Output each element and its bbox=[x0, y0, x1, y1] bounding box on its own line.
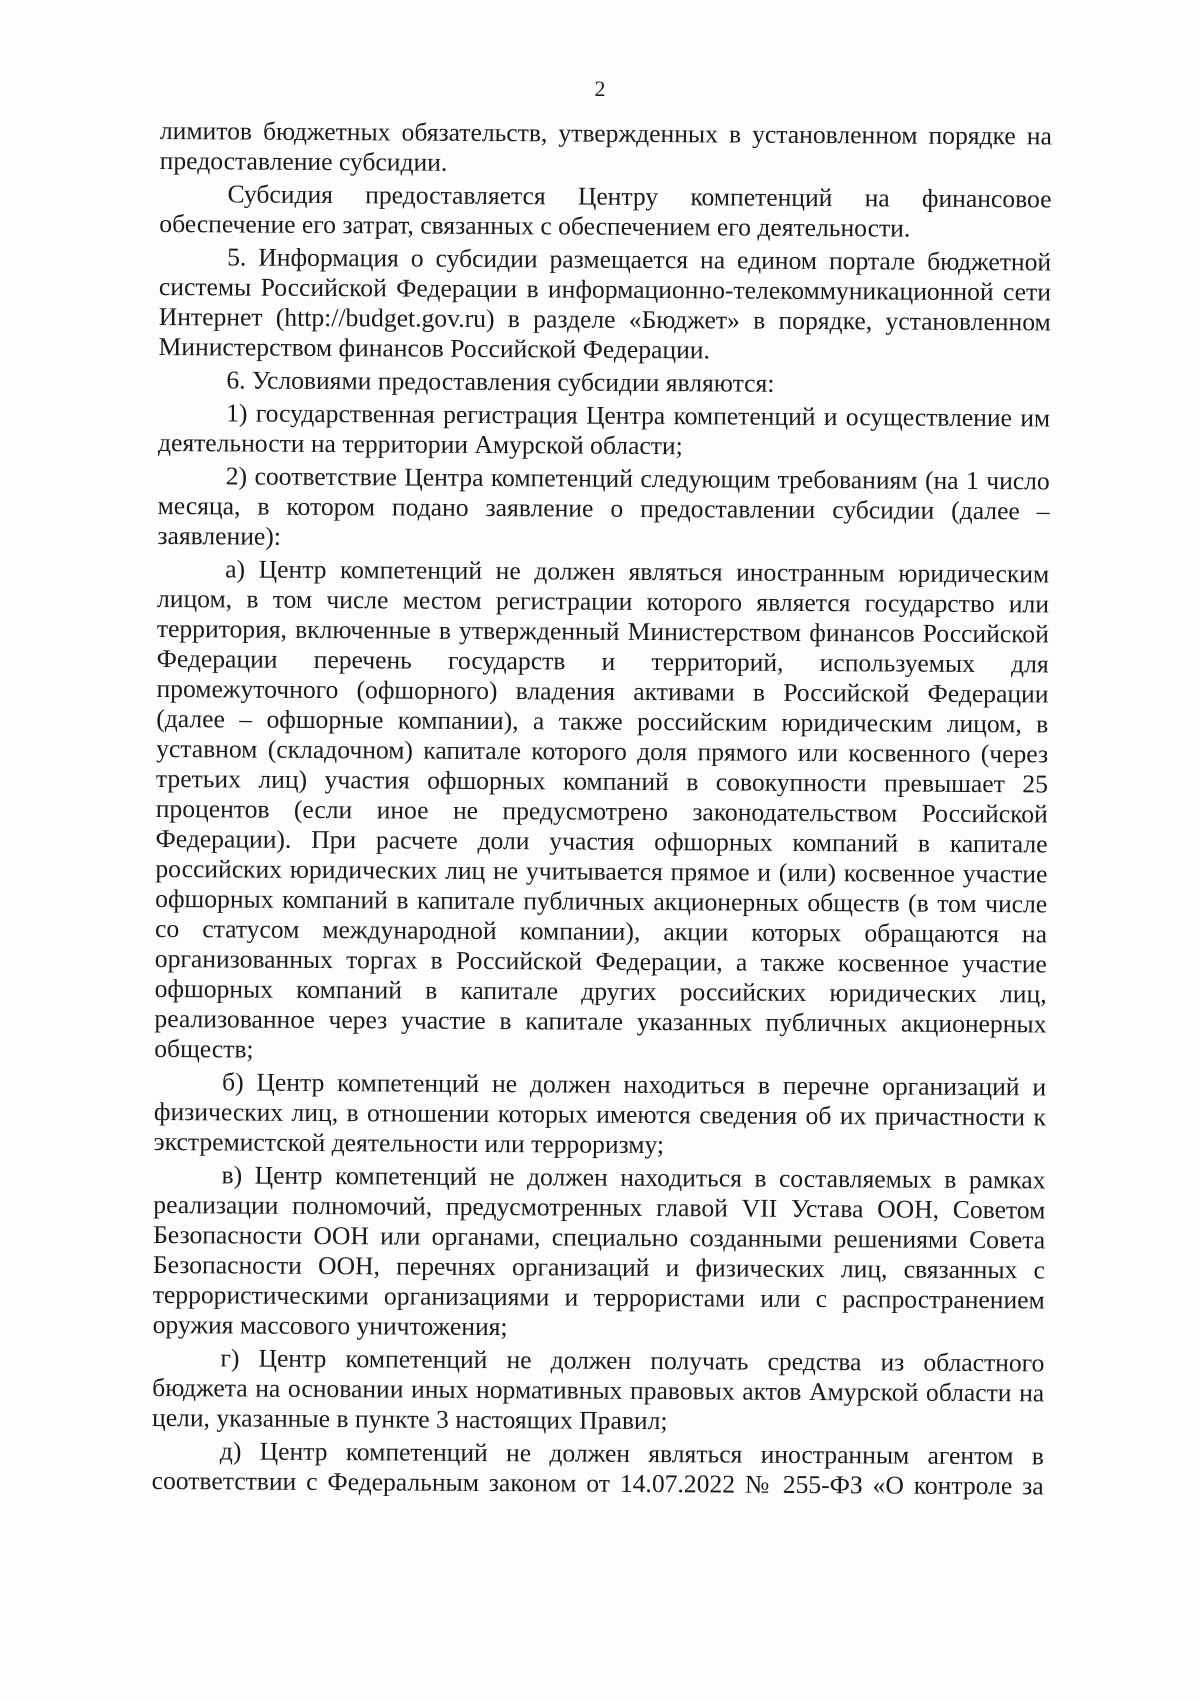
paragraph-subitem-b: б) Центр компетенций не должен находиться в перечне организаций и физических лиц, в отношении которых имеются сведения об их причастности к экстремистской деятельности или терроризму; bbox=[153, 1067, 1047, 1160]
paragraph-condition-2: 2) соответствие Центра компетенций следующим требованиям (на 1 число месяца, в котором подано заявление о предоставлении субсидии (далее – заявление): bbox=[157, 461, 1050, 551]
paragraph-subitem-a: а) Центр компетенций не должен являться иностранным юридическим лицом, в том числе местом регистрации которого является государство или территория, включенные в утвержденный Министерством финансов Российской Федерации перечень государств и территорий, используемых для промежуточного (офшорного) владения активами в Российской Федерации (далее – офшорные компании), а также российским юридическим лицом, в уставном (складочном) капитале которого доля прямого или косвенного (через третьих лиц) участия офшорных компаний в совокупности превышает 25 процентов (если иное не предусмотрено законодательством Российской Федерации). При расчете доли участия офшорных компаний в капитале российских юридических лиц не учитывается прямое и (или) косвенное участие офшорных компаний в капитале публичных акционерных обществ (в том числе со статусом международной компании), акции которых обращаются на организованных торгах в Российской Федерации, а также косвенное участие офшорных компаний в капитале других российских юридических лиц, реализованное через участие в капитале указанных публичных акционерных обществ; bbox=[154, 554, 1050, 1064]
paragraph-subitem-d: д) Центр компетенций не должен являться иностранным агентом в соответствии с Федеральным законом от 14.07.2022 № 255-ФЗ «О контроле за bbox=[151, 1436, 1044, 1501]
page-number: 2 bbox=[594, 76, 606, 101]
paragraph-subitem-g: г) Центр компетенций не должен получать средства из областного бюджета на основании иных нормативных правовых актов Амурской области на цели, указанные в пункте 3 настоящих Правил; bbox=[151, 1343, 1045, 1436]
paragraph-subitem-v: в) Центр компетенций не должен находиться в составляемых в рамках реализации полномочий, предусмотренных главой VII Устава ООН, Советом Безопасности ООН или органами, специально созданными решениями Совета Безопасности ООН, перечнях организаций и физических лиц, связанных с террористическими организациями и террористами или с распространением оружия массового уничтожения; bbox=[152, 1160, 1046, 1342]
paragraph-continuation: лимитов бюджетных обязательств, утвержденных в установленном порядке на предоставление субсидии. bbox=[159, 116, 1052, 177]
paragraph-item-5: 5. Информация о субсидии размещается на едином портале бюджетной системы Российской Федерации в информационно-телекоммуникационной сети Интернет (http://budget.gov.ru) в разделе «Бюджет» в порядке, установленном Министерством финансов Российской Федерации. bbox=[158, 242, 1052, 365]
document-body bbox=[152, 116, 1052, 1504]
paragraph-item-6: 6. Условиями предоставления субсидии являются: bbox=[226, 365, 775, 398]
paragraph-condition-1: 1) государственная регистрация Центра компетенций и осуществление им деятельности на территории Амурской области; bbox=[157, 398, 1051, 461]
paragraph-subsidy-purpose: Субсидия предоставляется Центру компетенций на финансовое обеспечение его затрат, связанных с обеспечением его деятельности. bbox=[159, 179, 1052, 243]
